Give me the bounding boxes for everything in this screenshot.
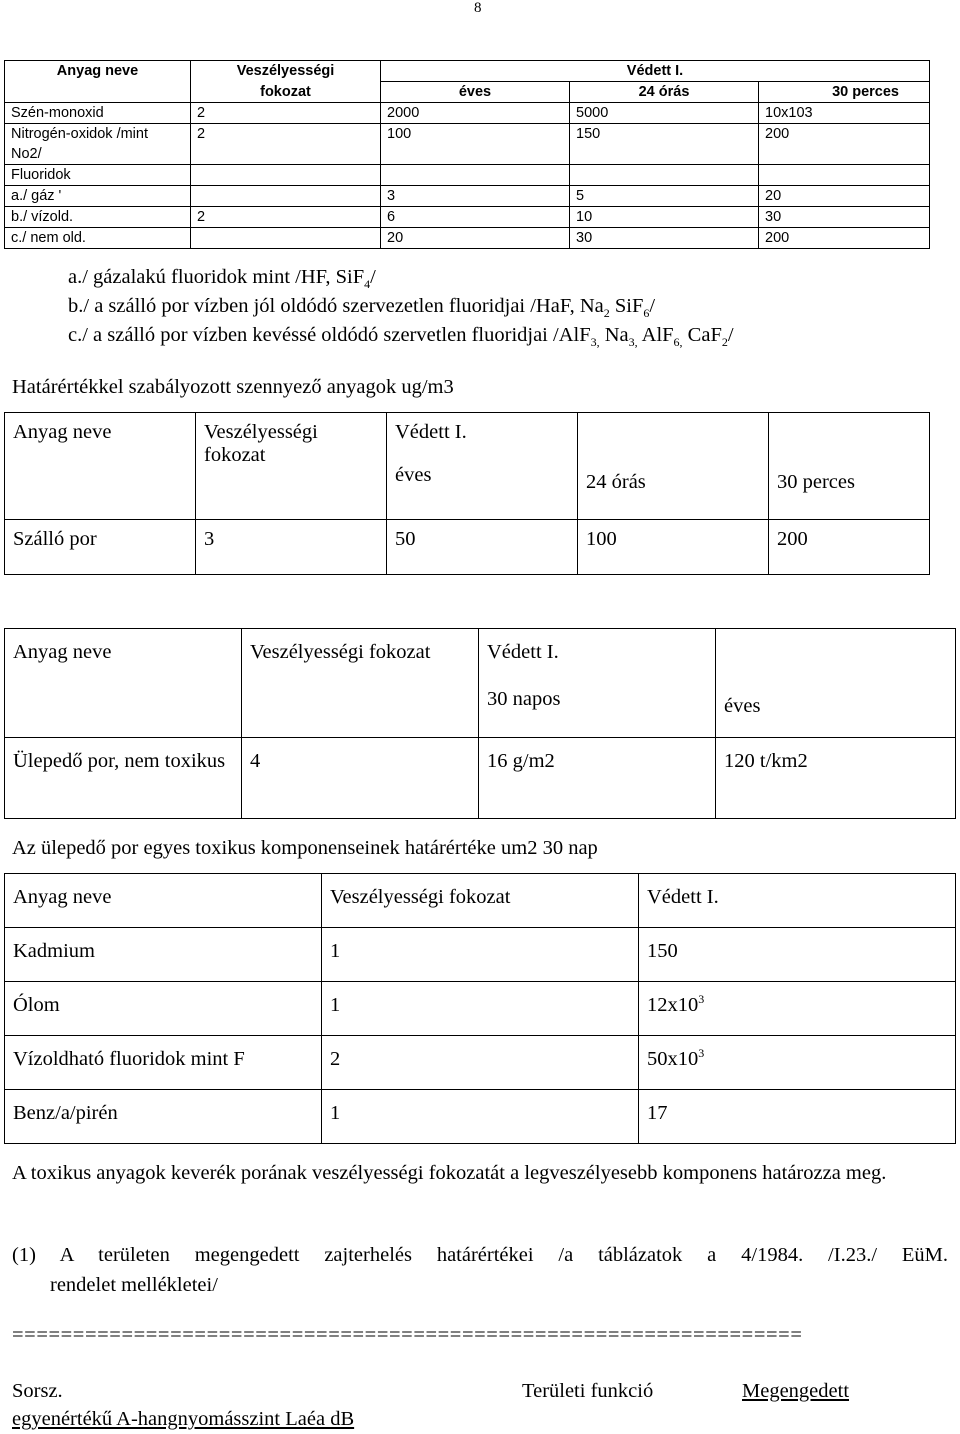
cell-value: $12x10^3$: [639, 982, 956, 1036]
cell-value: $50x10^3$: [639, 1036, 956, 1090]
cell-hazard: 2: [191, 207, 381, 228]
cell-30d: 16 g/m2: [479, 738, 716, 819]
table-row: [5, 186, 930, 207]
paragraph-noise-line1: (1) A területen megengedett zajterhelés határértékei /a táblázatok a 4/1984. /I.23./ EüM.: [12, 1244, 948, 1266]
header-yearly: éves: [381, 82, 570, 103]
header-30m: 30 perces: [769, 413, 930, 520]
paragraph-toxic-mixture: A toxikus anyagok keverék porának veszélyességi fokozatát a legveszélyesebb komponens határozza meg.: [12, 1162, 887, 1184]
cell-name: Ólom: [5, 982, 322, 1036]
footer-sorsz: Sorsz.: [12, 1380, 63, 1402]
cell-name: Ülepedő por, nem toxikus: [5, 738, 242, 819]
cell-hazard: 3: [196, 520, 387, 575]
cell-yearly: 100: [381, 124, 570, 165]
cell-name: Szálló por: [5, 520, 196, 575]
cell-hazard: 1: [322, 928, 639, 982]
cell-yearly: 120 t/km2: [716, 738, 956, 819]
cell-name: Kadmium: [5, 928, 322, 982]
cell-yearly: 3: [381, 186, 570, 207]
cell-30m: 200: [759, 228, 930, 249]
table-row: [5, 103, 930, 124]
cell-name: Vízoldható fluoridok mint F: [5, 1036, 322, 1090]
cell-name: Benz/a/pirén: [5, 1090, 322, 1144]
table-row: [5, 982, 956, 1036]
cell-hazard: 1: [322, 1090, 639, 1144]
header-hazard: Veszélyességi fokozat: [322, 874, 639, 928]
note-b: b./ a szálló por vízben jól oldódó szervezetlen fluoridjai /HaF, $Na_2$ SiF$_6$/: [68, 295, 656, 321]
cell-hazard: 2: [191, 124, 381, 165]
cell-24h: 30: [570, 228, 759, 249]
cell-24h: 100: [578, 520, 769, 575]
cell-yearly: 6: [381, 207, 570, 228]
header-24h: 24 órás: [578, 413, 769, 520]
cell-24h: 150: [570, 124, 759, 165]
header-hazard: Veszélyességi: [191, 61, 381, 82]
page-number: 8: [474, 0, 482, 16]
note-a: a./ gázalakú fluoridok mint /HF, SiF$_4$/: [68, 266, 376, 292]
table-row: [5, 1036, 956, 1090]
header-30m: 30 perces: [759, 82, 930, 103]
cell-hazard: [191, 186, 381, 207]
cell-name: b./ vízold.: [5, 207, 191, 228]
table-row: [5, 520, 930, 575]
cell-24h: 10: [570, 207, 759, 228]
header-name: Anyag neve: [5, 413, 196, 520]
footer-area-function: Területi funkció: [522, 1380, 654, 1402]
cell-30m: 200: [769, 520, 930, 575]
cell-hazard: [191, 228, 381, 249]
suspended-dust-table: [4, 412, 930, 575]
cell-hazard: 4: [242, 738, 479, 819]
table-row: [5, 165, 930, 186]
paragraph-noise-line2: rendelet mellékletei/: [50, 1274, 218, 1296]
cell-hazard: 2: [191, 103, 381, 124]
cell-name: Fluoridok: [5, 165, 191, 186]
cell-30m: 20: [759, 186, 930, 207]
header-protected: Védett I. 30 napos: [479, 629, 716, 738]
cell-name-line2: No2/: [11, 146, 42, 162]
separator-line: =================================================================: [12, 1324, 803, 1346]
cell-24h: 5: [570, 186, 759, 207]
header-hazard-2: fokozat: [191, 82, 381, 103]
cell-yearly: 20: [381, 228, 570, 249]
pollutant-limits-table: [4, 60, 930, 249]
table-row: [5, 228, 930, 249]
header-hazard: Veszélyességi fokozat: [196, 413, 387, 520]
footer-allowed: Megengedett: [742, 1380, 850, 1402]
header-name: Anyag neve: [5, 629, 242, 738]
heading-limit-values: Határértékkel szabályozott szennyező anyagok ug/m3: [12, 376, 454, 398]
table-row: [5, 124, 930, 165]
header-protected: Védett I. éves: [387, 413, 578, 520]
table-row: [5, 738, 956, 819]
cell-yearly: 2000: [381, 103, 570, 124]
settling-dust-table: [4, 628, 956, 819]
cell-30m: 200: [759, 124, 930, 165]
cell-name: c./ nem old.: [5, 228, 191, 249]
cell-hazard: 1: [322, 982, 639, 1036]
table-row: [5, 1090, 956, 1144]
header-24h: 24 órás: [570, 82, 759, 103]
cell-30m: 30: [759, 207, 930, 228]
cell-name: [5, 124, 191, 165]
cell-name: a./ gáz ': [5, 186, 191, 207]
cell-value: 150: [639, 928, 956, 982]
cell-yearly: 50: [387, 520, 578, 575]
header-name: Anyag neve: [5, 61, 191, 82]
table-row: [5, 207, 930, 228]
header-protected: Védett I.: [639, 874, 956, 928]
footer-equivalent-level: egyenértékű A-hangnyomásszint Laéa dB: [12, 1408, 355, 1430]
note-c: c./ a szálló por vízben kevéssé oldódó szervetlen fluoridjai /AlF$_{3,}$ $Na_{3,}$ AlF$_{6,}$ CaF$_2$/: [68, 324, 734, 350]
header-yearly: éves: [716, 629, 956, 738]
cell-name: Szén-monoxid: [5, 103, 191, 124]
cell-30m: 10x103: [759, 103, 930, 124]
header-protected: Védett I.: [381, 61, 930, 82]
heading-settling: Az ülepedő por egyes toxikus komponenseinek határértéke um2 30 nap: [12, 837, 598, 859]
header-hazard: Veszélyességi fokozat: [242, 629, 479, 738]
cell-value: 17: [639, 1090, 956, 1144]
table-row: [5, 928, 956, 982]
cell-name-line1: Nitrogén-oxidok /mint: [11, 126, 148, 142]
header-name: Anyag neve: [5, 874, 322, 928]
cell-24h: 5000: [570, 103, 759, 124]
toxic-components-table: [4, 873, 956, 1144]
cell-hazard: 2: [322, 1036, 639, 1090]
